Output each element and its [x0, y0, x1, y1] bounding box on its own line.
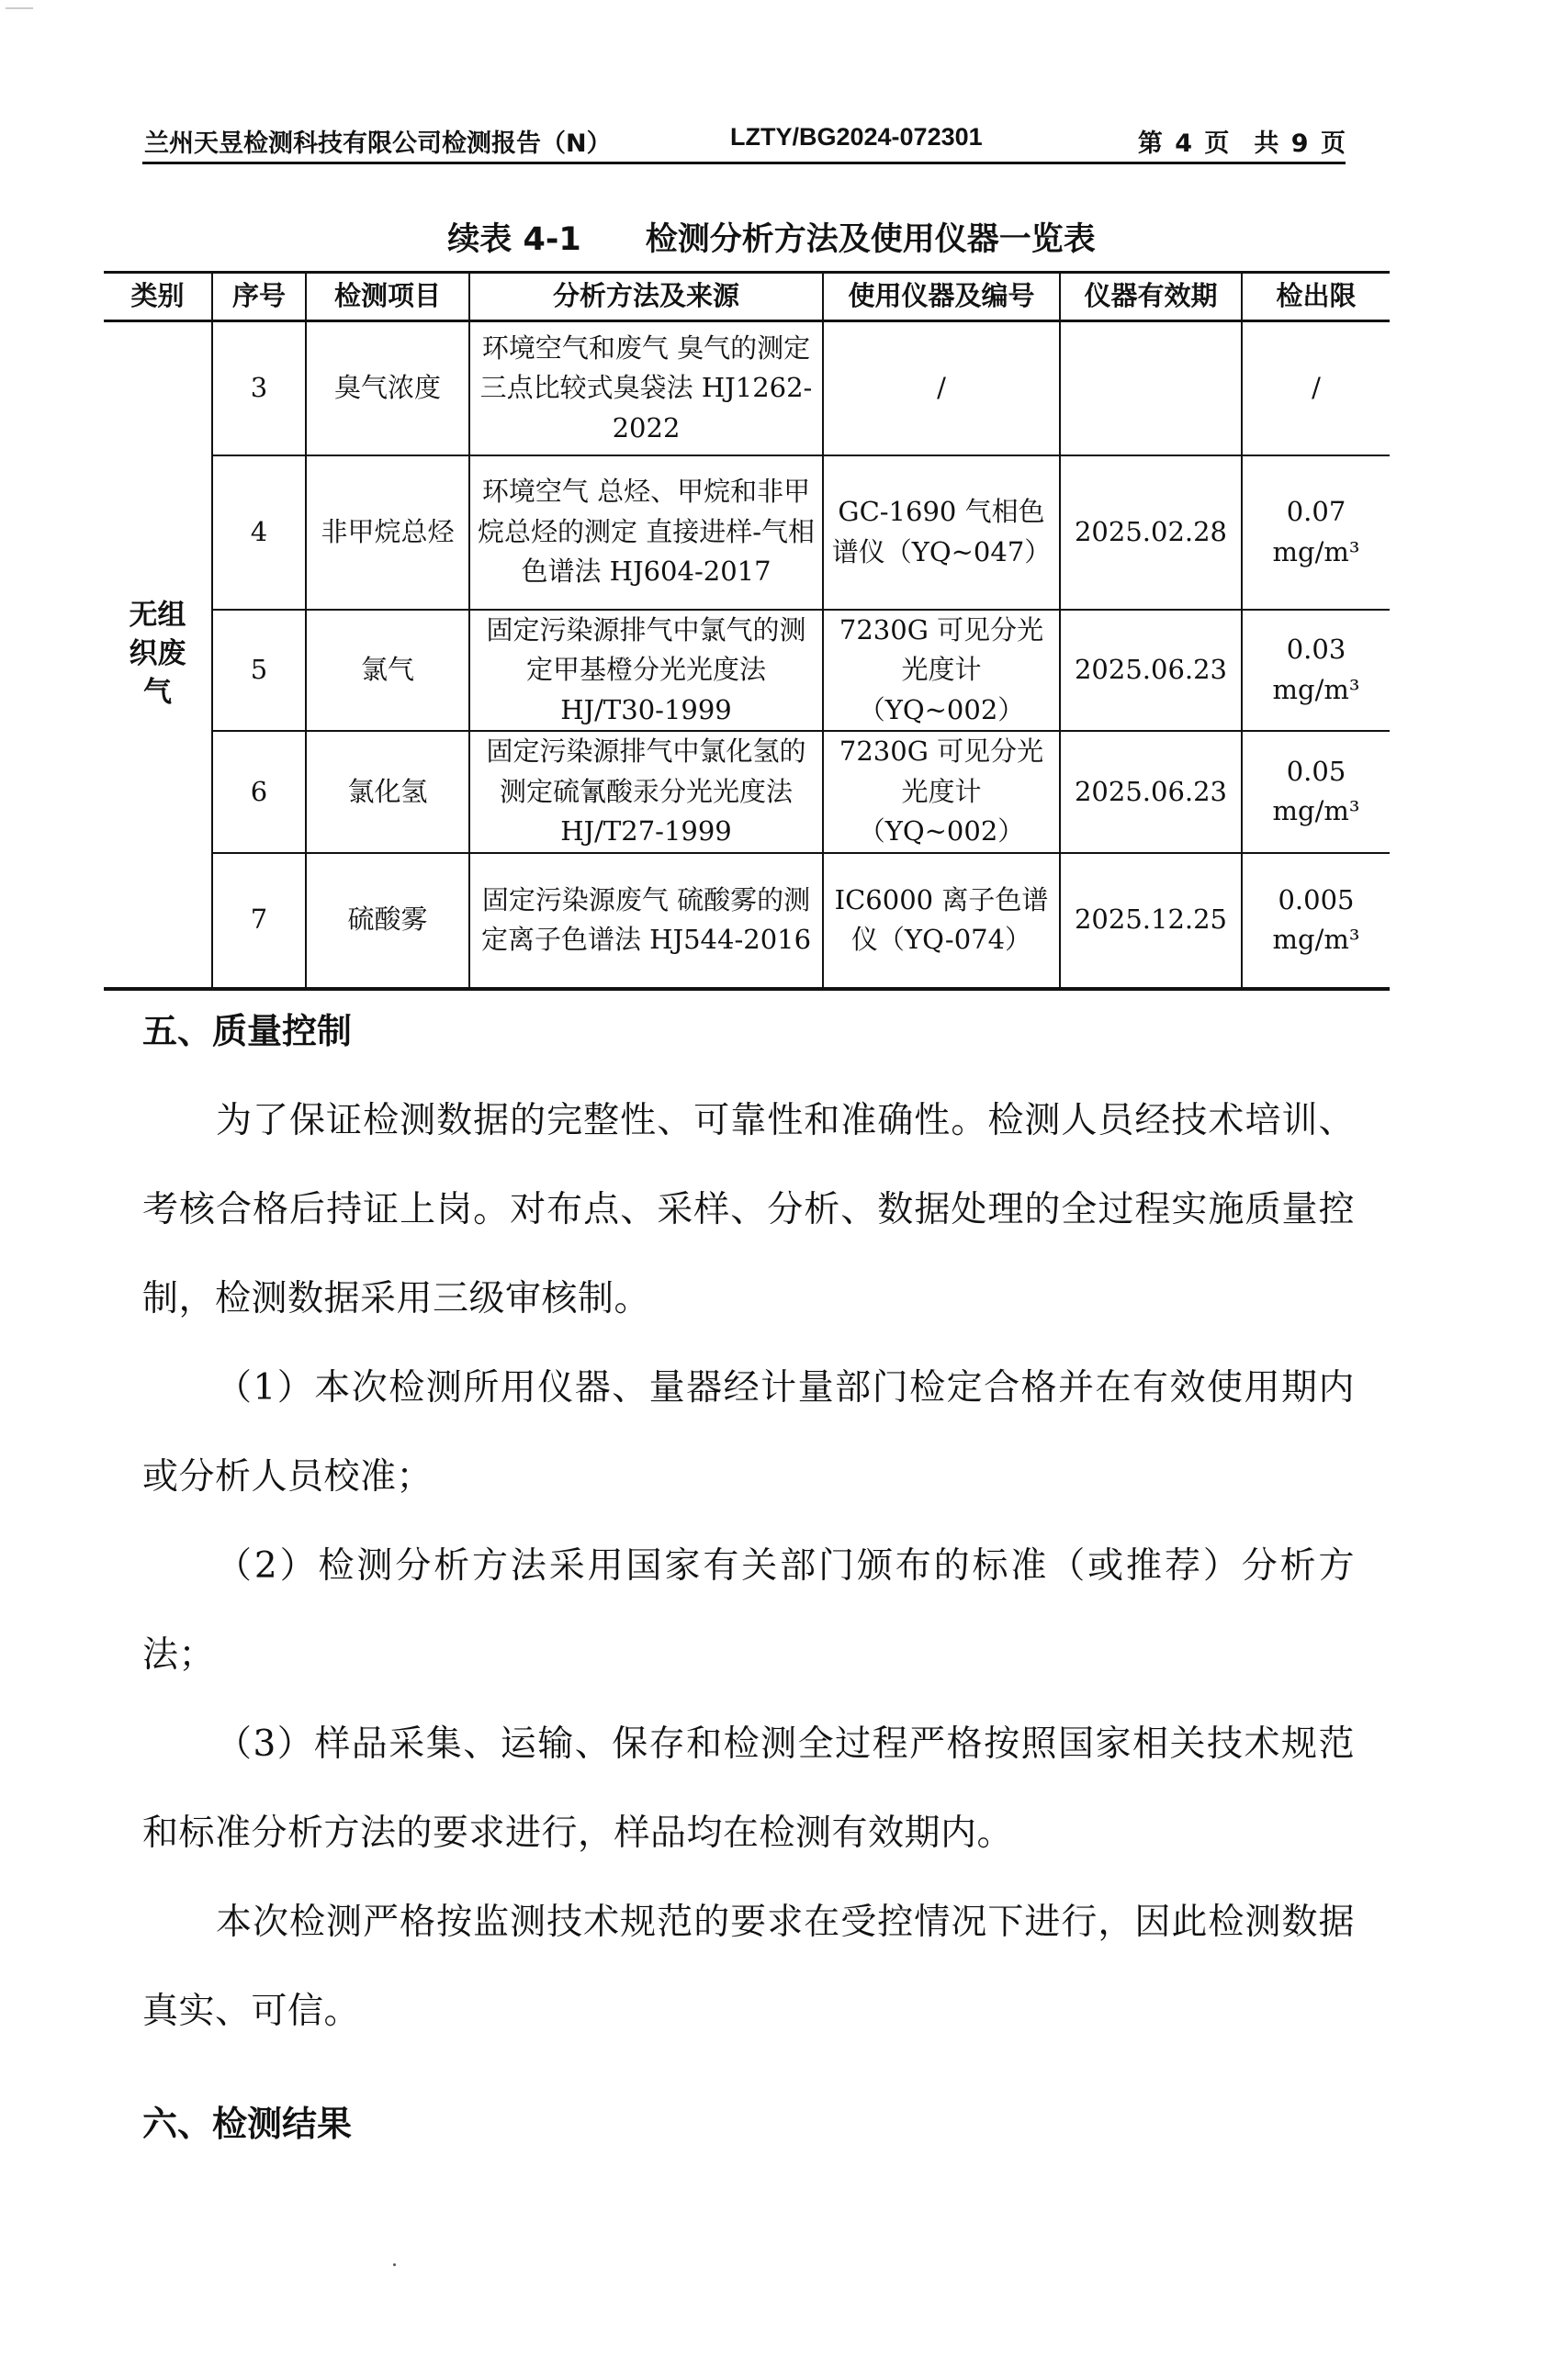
scan-speck [393, 2263, 396, 2266]
section-heading-results: 六、检测结果 [142, 2104, 353, 2144]
paragraph-item-1: （1）本次检测所用仪器、量器经计量部门检定合格并在有效使用期内或分析人员校准； [142, 1367, 1355, 1498]
column-header: 分析方法及来源 [469, 273, 823, 321]
paragraph-quality-intro: 为了保证检测数据的完整性、可靠性和准确性。检测人员经技术培训、考核合格后持证上岗。对布点、采样、分析、数据处理的全过程实施质量控制，检测数据采用三级审核制。 [142, 1100, 1355, 1319]
test-item: 氯气 [306, 610, 469, 732]
methods-table [104, 271, 1390, 991]
row-number: 4 [212, 455, 306, 610]
table-row [104, 610, 1390, 732]
validity-date: 2025.02.28 [1060, 455, 1242, 610]
report-number: LZTY/BG2024-072301 [730, 123, 983, 151]
analysis-method: 环境空气和废气 臭气的测定 三点比较式臭袋法 HJ1262-2022 [469, 321, 823, 455]
analysis-method: 固定污染源排气中氯气的测定甲基橙分光光度法 HJ/T30-1999 [469, 610, 823, 732]
paragraph-item-3: （3）样品采集、运输、保存和检测全过程严格按照国家相关技术规范和标准分析方法的要求进行，样品均在检测有效期内。 [142, 1723, 1355, 1854]
column-header: 仪器有效期 [1060, 273, 1242, 321]
validity-date: 2025.06.23 [1060, 731, 1242, 853]
instrument: 7230G 可见分光光度计 （YQ~002） [823, 731, 1060, 853]
row-number: 7 [212, 853, 306, 989]
row-number: 5 [212, 610, 306, 732]
row-number: 6 [212, 731, 306, 853]
column-header: 检测项目 [306, 273, 469, 321]
test-item: 非甲烷总烃 [306, 455, 469, 610]
page-header [142, 118, 1346, 164]
company-name: 兰州天昱检测科技有限公司检测报告（N） [144, 129, 612, 158]
analysis-method: 固定污染源废气 硫酸雾的测定离子色谱法 HJ544-2016 [469, 853, 823, 989]
detection-limit: / [1242, 321, 1390, 455]
table-header-row [104, 273, 1390, 321]
section-heading-quality-control: 五、质量控制 [142, 1011, 353, 1051]
instrument: / [823, 321, 1060, 455]
detection-limit: 0.03 mg/m³ [1242, 610, 1390, 732]
analysis-method: 环境空气 总烃、甲烷和非甲烷总烃的测定 直接进样-气相色谱法 HJ604-2017 [469, 455, 823, 610]
validity-date: 2025.06.23 [1060, 610, 1242, 732]
instrument: IC6000 离子色谱仪（YQ-074） [823, 853, 1060, 989]
table-row [104, 853, 1390, 989]
column-header: 序号 [212, 273, 306, 321]
column-header: 使用仪器及编号 [823, 273, 1060, 321]
category-cell [104, 321, 212, 989]
paragraph-conclusion: 本次检测严格按监测技术规范的要求在受控情况下进行，因此检测数据真实、可信。 [142, 1902, 1355, 2032]
detection-limit: 0.07 mg/m³ [1242, 455, 1390, 610]
page-indicator: 第 4 页 共 9 页 [1137, 129, 1346, 158]
test-item: 硫酸雾 [306, 853, 469, 989]
table-row [104, 321, 1390, 455]
instrument: GC-1690 气相色谱仪（YQ~047） [823, 455, 1060, 610]
scan-mark [6, 7, 33, 9]
test-item: 臭气浓度 [306, 321, 469, 455]
column-header: 检出限 [1242, 273, 1390, 321]
analysis-method: 固定污染源排气中氯化氢的测定硫氰酸汞分光光度法 HJ/T27-1999 [469, 731, 823, 853]
validity-date [1060, 321, 1242, 455]
validity-date: 2025.12.25 [1060, 853, 1242, 989]
table-row [104, 731, 1390, 853]
detection-limit: 0.005 mg/m³ [1242, 853, 1390, 989]
paragraph-item-2: （2）检测分析方法采用国家有关部门颁布的标准（或推荐）分析方法； [142, 1545, 1355, 1676]
detection-limit: 0.05 mg/m³ [1242, 731, 1390, 853]
table-row [104, 455, 1390, 610]
instrument: 7230G 可见分光光度计 （YQ~002） [823, 610, 1060, 732]
category-label: 无组织废气 [129, 598, 186, 709]
test-item: 氯化氢 [306, 731, 469, 853]
row-number: 3 [212, 321, 306, 455]
column-header: 类别 [104, 273, 212, 321]
table-title: 续表 4-1 检测分析方法及使用仪器一览表 [447, 221, 1096, 258]
